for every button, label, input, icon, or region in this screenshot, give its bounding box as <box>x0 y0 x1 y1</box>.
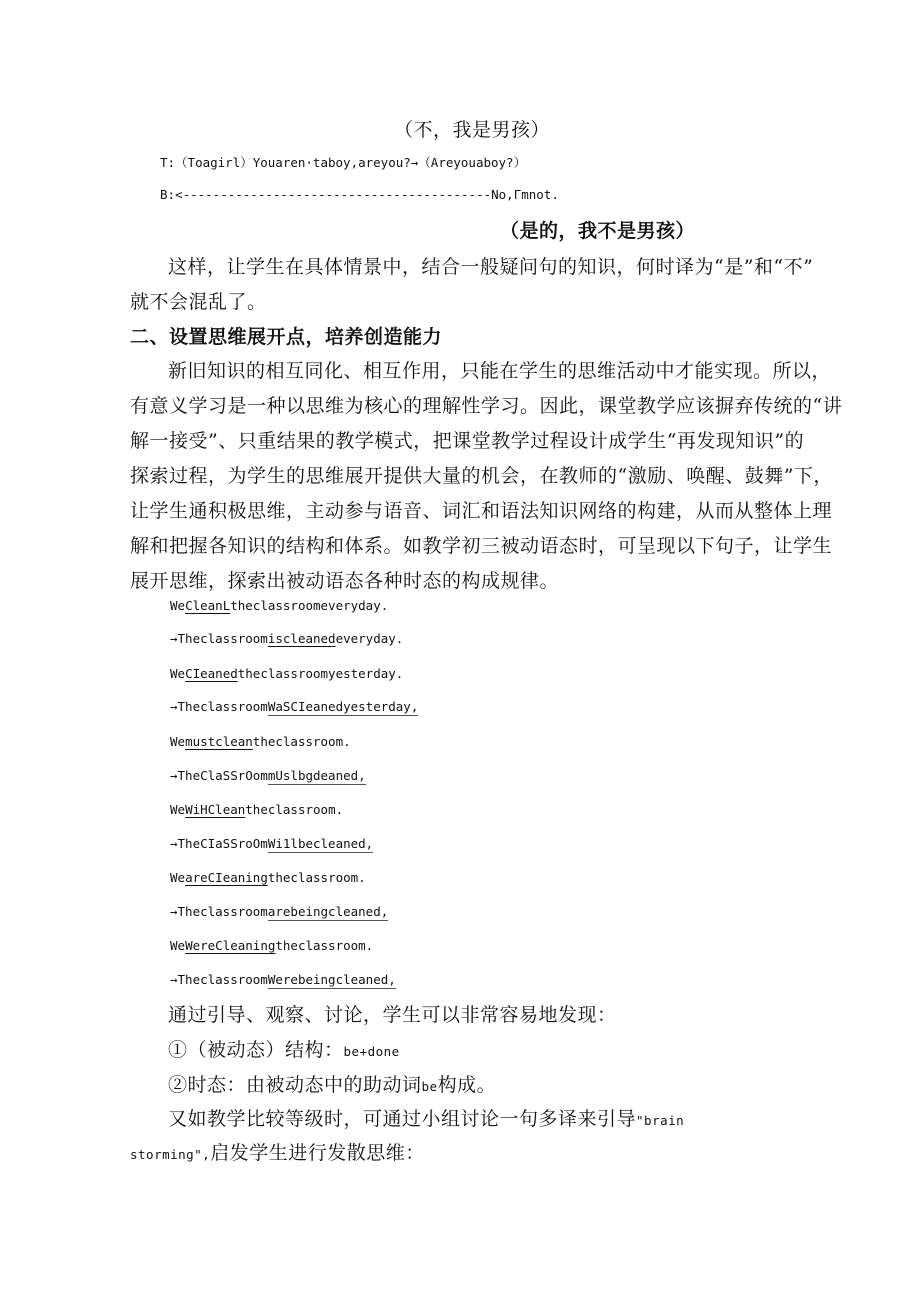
point-formula: be <box>421 1079 438 1094</box>
example-plain: We <box>170 938 186 953</box>
example-plain: theclassroomyesterday. <box>237 666 404 681</box>
para2-line5: 让学生通积极思维，主动参与语音、词汇和语法知识网络的构建，从而从整体上理 <box>130 500 833 522</box>
example-sentence <box>170 972 396 987</box>
example-verb: CIeaned <box>185 666 238 681</box>
example-plain: We <box>170 870 186 885</box>
dialogue-boy-line: B:<-----------------------------------------No,Γmnot. <box>160 187 559 202</box>
discovery-point-1 <box>168 1035 400 1062</box>
para2-line7: 展开思维，探索出被动语态各种时态的构成规律。 <box>130 570 560 592</box>
example-sentence <box>170 699 418 714</box>
point-label: ①（被动态）结构： <box>168 1039 344 1061</box>
example-verb: WaSCIeanedyesterday, <box>267 699 419 714</box>
example-plain: →Theclassroom <box>170 904 268 919</box>
para3-term: "brain <box>636 1113 685 1128</box>
example-verb: Wi1lbecleaned, <box>267 836 374 851</box>
para2-line4: 探索过程，为学生的思维展开提供大量的机会，在教师的“激励、唤醒、鼓舞”下， <box>130 465 833 487</box>
example-sentence <box>170 631 403 646</box>
example-verb: arebeingcleaned, <box>267 904 389 919</box>
para2-line2: 有意义学习是一种以思维为核心的理解性学习。因此，课堂教学应该摒弃传统的“讲 <box>130 395 843 417</box>
para2-line1: 新旧知识的相互同化、相互作用，只能在学生的思维活动中才能实现。所以， <box>168 360 832 382</box>
example-plain: theclassroom. <box>267 870 366 885</box>
para2-line3: 解一接受”、只重结果的教学模式，把课堂教学过程设计成学生“再发现知识”的 <box>130 430 805 452</box>
example-verb: Werebeingcleaned, <box>267 972 396 987</box>
example-sentence <box>170 666 403 681</box>
example-plain: →Theclassroom <box>170 631 268 646</box>
example-sentence <box>170 734 351 749</box>
para3-term: storming", <box>130 1147 211 1162</box>
point-label: 构成。 <box>437 1074 497 1096</box>
para1-line2: 就不会混乱了。 <box>130 291 267 313</box>
example-plain: theclassroom. <box>275 938 374 953</box>
example-plain: →TheClaSSrOom <box>170 768 268 783</box>
example-plain: We <box>170 734 186 749</box>
para3-text: 又如教学比较等级时，可通过小组讨论一句多译来引导 <box>168 1108 637 1130</box>
example-plain: We <box>170 598 186 613</box>
example-sentence <box>170 598 388 613</box>
para3-line2 <box>130 1138 425 1165</box>
dialogue-note-no: （不，我是男孩） <box>394 119 551 141</box>
example-plain: →Theclassroom <box>170 972 268 987</box>
example-plain: We <box>170 666 186 681</box>
discovery-point-2 <box>168 1070 496 1097</box>
example-plain: We <box>170 802 186 817</box>
example-verb: WiHClean <box>185 802 246 817</box>
point-formula: be+done <box>343 1044 400 1059</box>
example-sentence <box>170 938 373 953</box>
example-sentence <box>170 870 366 885</box>
example-verb: mustclean <box>185 734 253 749</box>
example-verb: mUslbgdeaned, <box>267 768 366 783</box>
example-sentence <box>170 802 343 817</box>
example-verb: iscleaned <box>267 631 336 646</box>
example-plain: everyday. <box>335 631 404 646</box>
para2-line6: 解和把握各知识的结构和体系。如教学初三被动语态时，可呈现以下句子，让学生 <box>130 535 833 557</box>
example-plain: →Theclassroom <box>170 699 268 714</box>
example-sentence <box>170 904 388 919</box>
example-plain: theclassroom. <box>245 802 344 817</box>
dialogue-note-yes: （是的，我不是男孩） <box>500 220 696 242</box>
example-sentence <box>170 836 373 851</box>
para3-text: 启发学生进行发散思维： <box>210 1142 425 1164</box>
point-label: ②时态：由被动态中的助动词 <box>168 1074 422 1096</box>
example-plain: theclassroom. <box>252 734 351 749</box>
example-sentence <box>170 768 366 783</box>
dialogue-teacher-line: T:（Toagirl）Youaren·taboy,areyou?→（Areyouaboy?） <box>160 155 527 170</box>
discovery-intro: 通过引导、观察、讨论，学生可以非常容易地发现： <box>168 1004 617 1026</box>
example-plain: →TheCIaSSroOm <box>170 836 268 851</box>
example-verb: CleanL <box>185 598 231 613</box>
para3-line1 <box>168 1104 684 1131</box>
example-plain: theclassroomeveryday. <box>230 598 389 613</box>
section-heading: 二、设置思维展开点，培养创造能力 <box>130 326 443 348</box>
example-verb: areCIeaning <box>185 870 268 885</box>
example-verb: WereCleaning <box>185 938 276 953</box>
para1-line1: 这样，让学生在具体情景中，结合一般疑问句的知识，何时译为“是”和“不” <box>168 256 814 278</box>
